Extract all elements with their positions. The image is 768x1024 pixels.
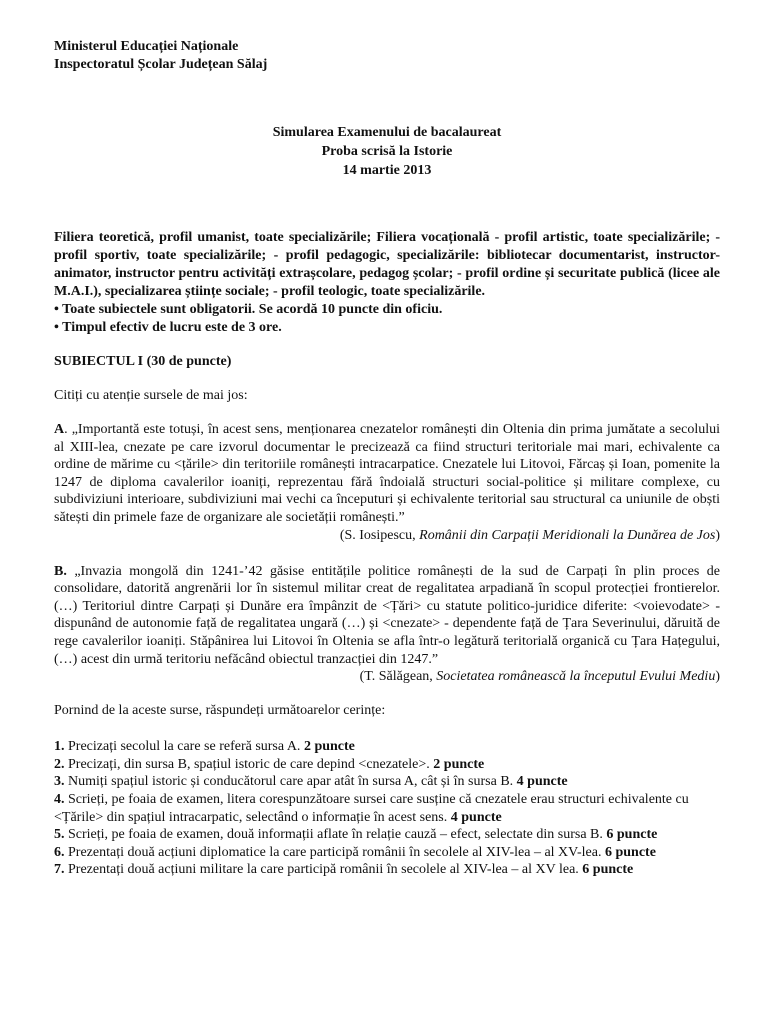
question-text: Precizați, din sursa B, spațiul istoric de care depind <cnezatele>. [64, 756, 434, 772]
question-number: 5. [54, 827, 65, 843]
document-header [54, 38, 720, 74]
question-4 [54, 791, 720, 826]
question-number: 7. [54, 862, 65, 878]
question-3 [54, 773, 720, 791]
question-text: Scrieți, pe foaia de examen, litera corespunzătoare sursei care susține că cnezatele erau structuri echivalente cu <Țările> din spațiul intracarpatic, selectând o informație în acest sens. [54, 791, 689, 825]
question-2 [54, 756, 720, 774]
question-text: Numiți spațiul istoric și conducătorul care apar atât în sursa A, cât și în sursa B. [64, 774, 517, 790]
question-7 [54, 861, 720, 879]
filiere-paragraph: Filiera teoretică, profil umanist, toate specializările; Filiera vocațională - profil artistic, toate specializările; - profil sportiv, toate specializările; - profil pedagogic, specializările: bibliotecar documentarist, instructor-animator, instructor pentru activități extrașcolare, pedagog școlar; - profil ordine și securitate publică (licee ale M.A.I.), specializarea științe sociale; - profil teologic, toate specializările. [54, 230, 720, 299]
question-text: Prezentați două acțiuni diplomatice la care participă românii în secolele al XIV-lea – al XV-lea. [64, 844, 605, 860]
question-text: Scrieți, pe foaia de examen, două informații aflate în relație cauză – efect, selectate din sursa B. [64, 827, 607, 843]
question-number: 6. [54, 844, 65, 860]
source-a [54, 421, 720, 527]
question-text: Prezentați două acțiuni militare la care participă românii în secolele al XIV-lea – al XV lea. [64, 862, 583, 878]
question-points: 6 puncte [582, 862, 634, 878]
title-date: 14 martie 2013 [342, 163, 432, 178]
question-5 [54, 826, 720, 844]
question-number: 3. [54, 774, 65, 790]
question-list [54, 738, 720, 879]
ministry-name: Ministerul Educației Naționale [54, 39, 239, 54]
source-b-label: B. [54, 563, 67, 579]
source-a-text: . „Importantă este totuși, în acest sens, menționarea cnezatelor românești din Oltenia din prima jumătate a secolului al XIII-lea, cnezate pe care izvorul documentar le precizează ca fiind structuri teritoriale mai mari, echivalente ca ordine de mărime cu <țările> din teritoriile românești intracarpatice. Cnezatele lui Litovoi, Fărcaș și Ioan, pomenite la 1247 de diploma cavalerilor ioaniți, reprezentau fără îndoială structuri social-politice și militare complexe, cu subdiviziuni interioare, subdiviziuni mai vechi ca începuturi și echivalente teritorial sau structural ca uniunile de obști sătești din primele faze de organizare ale societății românești.” [54, 422, 720, 525]
title-line-2: Proba scrisă la Istorie [321, 144, 453, 159]
source-b-citation [54, 668, 720, 686]
source-b-close: ) [715, 669, 720, 685]
subject-title: SUBIECTUL I (30 de puncte) [54, 354, 232, 369]
source-a-citation [54, 527, 720, 545]
instruction-text: Citiți cu atenție sursele de mai jos: [54, 388, 248, 403]
source-a-label: A [54, 422, 65, 437]
question-number: 1. [54, 739, 65, 755]
source-a-author: (S. Iosipescu, [339, 527, 420, 543]
question-points: 4 puncte [516, 774, 568, 790]
source-b-author: (T. Sălăgean, [359, 669, 437, 685]
question-number: 4. [54, 791, 65, 807]
question-text: Precizați secolul la care se referă sursa A. [64, 739, 304, 755]
exam-title [54, 123, 720, 180]
question-points: 2 puncte [433, 756, 485, 772]
source-b-text: „Invazia mongolă din 1241-’42 găsise entitățile politice românești de la sud de Carpați în plin proces de consolidare, datorită angrenării lor în sistemul militar creat de regalitatea arpadiană în scopul protecției frontierelor. (…) Teritoriul dintre Carpați și Dunăre era împânzit de <Țări> cu statute politico-juridice diferite: <voievodate> - dispunând de autonomie față de regalitatea ungară (…) și <cnezate> - dependente față de Țara Severinului, dăruită de rege cavalerilor ioaniți. Stăpânirea lui Litovoi în Oltenia se afla într-o legătură teritorială organică cu Țara Hațegului, (…) acest din urmă teritoriu nefăcând obiectul tranzacției din 1247.” [54, 563, 720, 667]
source-a-close: ) [715, 527, 720, 543]
source-a-work: Românii din Carpații Meridionali la Dunărea de Jos [419, 527, 716, 543]
question-6 [54, 844, 720, 862]
question-points: 2 puncte [303, 739, 355, 755]
rule-bullet-1: • Toate subiectele sunt obligatorii. Se acordă 10 puncte din oficiu. [54, 302, 443, 317]
task-intro: Pornind de la aceste surse, răspundeți următoarelor cerințe: [54, 703, 386, 719]
question-points: 6 puncte [606, 827, 658, 843]
source-b-work: Societatea românească la începutul Evului Mediu [436, 669, 716, 685]
question-points: 4 puncte [450, 809, 502, 825]
inspectorate-name: Inspectoratul Școlar Județean Sălaj [54, 57, 268, 72]
question-1 [54, 738, 720, 756]
rule-bullet-2: • Timpul efectiv de lucru este de 3 ore. [54, 320, 282, 335]
source-b [54, 563, 720, 669]
question-number: 2. [54, 756, 65, 772]
title-line-1: Simularea Examenului de bacalaureat [272, 125, 502, 140]
question-points: 6 puncte [604, 844, 656, 860]
